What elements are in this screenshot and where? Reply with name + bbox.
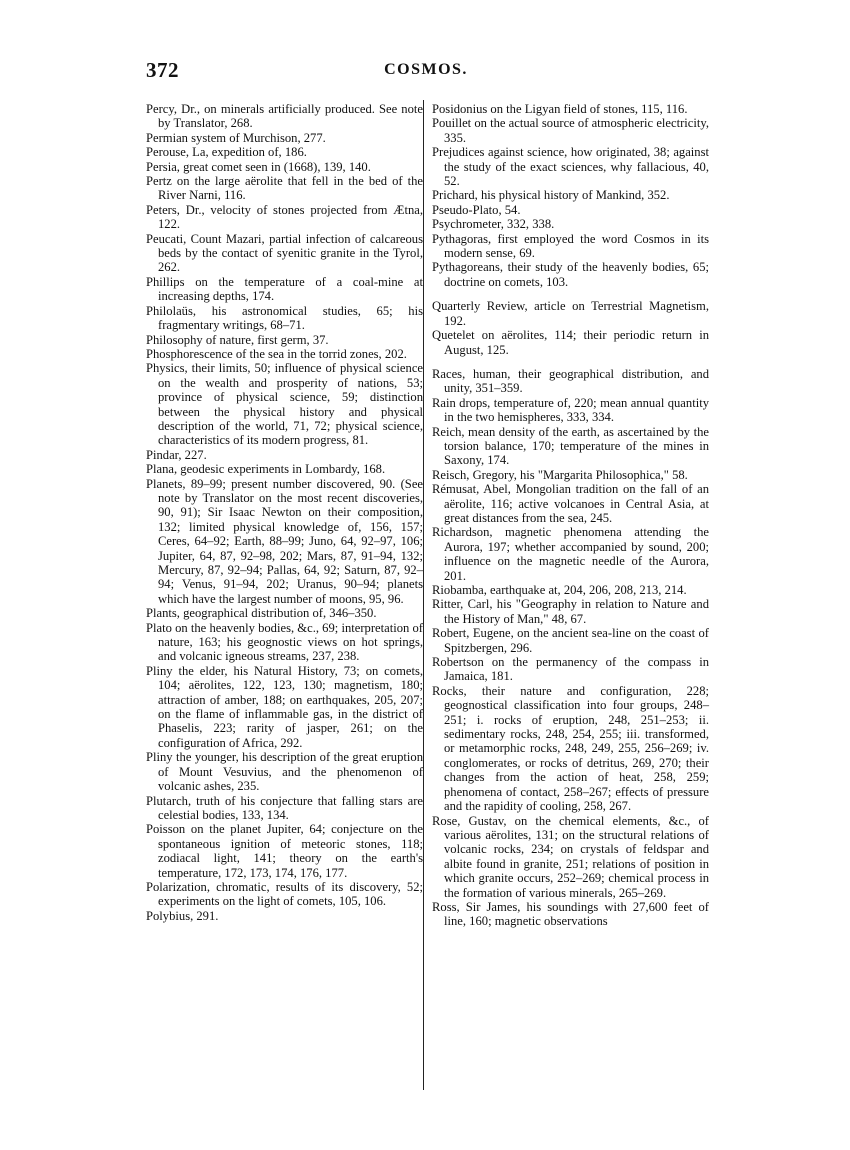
index-entry: Pliny the younger, his description of the great eruption of Mount Vesuvius, and the phenomenon of volcanic ashes, 235. bbox=[146, 750, 423, 794]
index-entry: Peucati, Count Mazari, partial infection of calcareous beds by the contact of syenitic granite in the Tyrol, 262. bbox=[146, 231, 423, 275]
index-entry: Ross, Sir James, his soundings with 27,600 feet of line, 160; magnetic observations bbox=[432, 899, 709, 929]
index-entry: Pseudo-Plato, 54. bbox=[432, 202, 521, 217]
index-entry: Rémusat, Abel, Mongolian tradition on the fall of an aërolite, 116; active volcanoes in Central Asia, at great distances from the sea, 245. bbox=[432, 482, 709, 525]
index-entry: Rocks, their nature and configuration, 228; geognostical classification into four groups, 248–251; i. rocks of eruption, 248, 251–253; ii. sedimentary rocks, 248, 254, 255; iii. transformed, or metamorphic rocks, 248, 249, 255, 256–269; iv. conglomerates, or rocks of detritus, 269, 270; their changes from the action of heat, 258, 259; phenomena of contact, 258–267; effects of pressure and the rapidity of cooling, 258, 267. bbox=[432, 683, 709, 814]
index-entry: Plana, geodesic experiments in Lombardy, 168. bbox=[146, 462, 386, 477]
index-entry: Prichard, his physical history of Mankind, 352. bbox=[432, 188, 670, 203]
index-entry: Pliny the elder, his Natural History, 73; on comets, 104; aërolites, 122, 123, 130; magnetism, 180; attraction of amber, 188; on earthquakes, 205, 207; on the flame of inflammable gas, in the district of Phaselis, 223; rarity of jasper, 261; on the configuration of Africa, 292. bbox=[146, 663, 423, 750]
letter-section-gap bbox=[432, 289, 709, 299]
index-entry: Philosophy of nature, first germ, 37. bbox=[146, 332, 329, 347]
index-entry: Ritter, Carl, his "Geography in relation to Nature and the History of Man," 48, 67. bbox=[432, 597, 709, 626]
index-entry: Peters, Dr., velocity of stones projected from Ætna, 122. bbox=[146, 202, 423, 232]
index-entry: Plants, geographical distribution of, 346–350. bbox=[146, 606, 377, 621]
index-entry: Pindar, 227. bbox=[146, 447, 207, 462]
page-number: 372 bbox=[146, 58, 179, 82]
index-entry: Robertson on the permanency of the compass in Jamaica, 181. bbox=[432, 655, 709, 684]
index-entry: Psychrometer, 332, 338. bbox=[432, 217, 555, 232]
index-entry: Posidonius on the Ligyan field of stones, 115, 116. bbox=[432, 102, 688, 116]
page-header bbox=[146, 58, 706, 84]
index-entry: Plato on the heavenly bodies, &c., 69; interpretation of nature, 163; his geognostic views on hot springs, and volcanic igneous streams, 237, 238. bbox=[146, 620, 423, 664]
index-entry: Pythagoras, first employed the word Cosmos in its modern sense, 69. bbox=[432, 231, 709, 261]
index-entry: Quarterly Review, article on Terrestrial Magnetism, 192. bbox=[432, 299, 709, 328]
index-entry: Quetelet on aërolites, 114; their periodic return in August, 125. bbox=[432, 328, 709, 357]
index-entry: Percy, Dr., on minerals artificially produced. See note by Translator, 268. bbox=[146, 102, 423, 131]
index-entry: Riobamba, earthquake at, 204, 206, 208, 213, 214. bbox=[432, 583, 687, 597]
index-entry: Pouillet on the actual source of atmospheric electricity, 335. bbox=[432, 116, 709, 145]
index-entry: Reisch, Gregory, his "Margarita Philosophica," 58. bbox=[432, 467, 688, 482]
index-entry: Permian system of Murchison, 277. bbox=[146, 130, 326, 145]
index-entry: Richardson, magnetic phenomena attending the Aurora, 197; whether accompanied by sound, 200; influence on the magnetic needle of the Aurora, 201. bbox=[432, 525, 709, 583]
index-entry: Prejudices against science, how originated, 38; against the study of the exact sciences, why fallacious, 40, 52. bbox=[432, 145, 709, 189]
index-entry: Phosphorescence of the sea in the torrid zones, 202. bbox=[146, 346, 407, 361]
index-entry: Plutarch, truth of his conjecture that falling stars are celestial bodies, 133, 134. bbox=[146, 793, 423, 822]
letter-section-gap bbox=[432, 357, 709, 367]
index-entry: Phillips on the temperature of a coal-mine at increasing depths, 174. bbox=[146, 274, 423, 304]
running-head: COSMOS. bbox=[384, 61, 468, 78]
index-entry: Poisson on the planet Jupiter, 64; conjecture on the spontaneous ignition of meteoric stones, 118; zodiacal light, 141; theory on the earth's temperature, 172, 173, 174, 176, 177. bbox=[146, 822, 423, 880]
index-entry: Philolaüs, his astronomical studies, 65; his fragmentary writings, 68–71. bbox=[146, 303, 423, 333]
index-entry: Pythagoreans, their study of the heavenly bodies, 65; doctrine on comets, 103. bbox=[432, 260, 709, 289]
index-entry: Persia, great comet seen in (1668), 139, 140. bbox=[146, 159, 371, 174]
index-column-right bbox=[432, 102, 709, 929]
index-entry: Races, human, their geographical distribution, and unity, 351–359. bbox=[432, 366, 709, 396]
column-divider bbox=[423, 100, 424, 1090]
index-entry: Planets, 89–99; present number discovered, 90. (See note by Translator on the most recent discoveries, 90, 91); Sir Isaac Newton on their composition, 132; limited physical knowledge of, 156, 157; Ceres, 64–92; Earth, 88–99; Juno, 64, 92–97, 106; Jupiter, 64, 87, 92–98, 202; Mars, 87, 91–94, 132; Mercury, 87, 92–94; Pallas, 64, 92; Saturn, 87, 92–94; Venus, 91–94, 202; Uranus, 90–94; planets which have the largest number of moons, 95, 96. bbox=[146, 476, 423, 606]
index-entry: Rain drops, temperature of, 220; mean annual quantity in the two hemispheres, 333, 334. bbox=[432, 395, 709, 425]
index-entry: Reich, mean density of the earth, as ascertained by the torsion balance, 170; temperature of the mines in Saxony, 174. bbox=[432, 424, 709, 468]
index-entry: Polarization, chromatic, results of its discovery, 52; experiments on the light of comets, 105, 106. bbox=[146, 879, 423, 909]
index-entry: Physics, their limits, 50; influence of physical science on the wealth and prosperity of nations, 53; province of physical science, 59; distinction between the physical history and physical description of the world, 71, 72; physical science, characteristics of its modern progress, 81. bbox=[146, 361, 423, 448]
index-entry: Pertz on the large aërolite that fell in the bed of the River Narni, 116. bbox=[146, 174, 423, 203]
index-entry: Perouse, La, expedition of, 186. bbox=[146, 145, 307, 160]
index-column-left bbox=[146, 102, 423, 923]
index-entry: Rose, Gustav, on the chemical elements, &c., of various aërolites, 131; on the structural relations of volcanic rocks, 234; on crystals of feldspar and albite found in granite, 251; relations of position in which granite occurs, 252–269; chemical process in the formation of various minerals, 265–269. bbox=[432, 813, 709, 900]
index-entry: Polybius, 291. bbox=[146, 908, 219, 923]
index-entry: Robert, Eugene, on the ancient sea-line on the coast of Spitzbergen, 296. bbox=[432, 626, 709, 655]
